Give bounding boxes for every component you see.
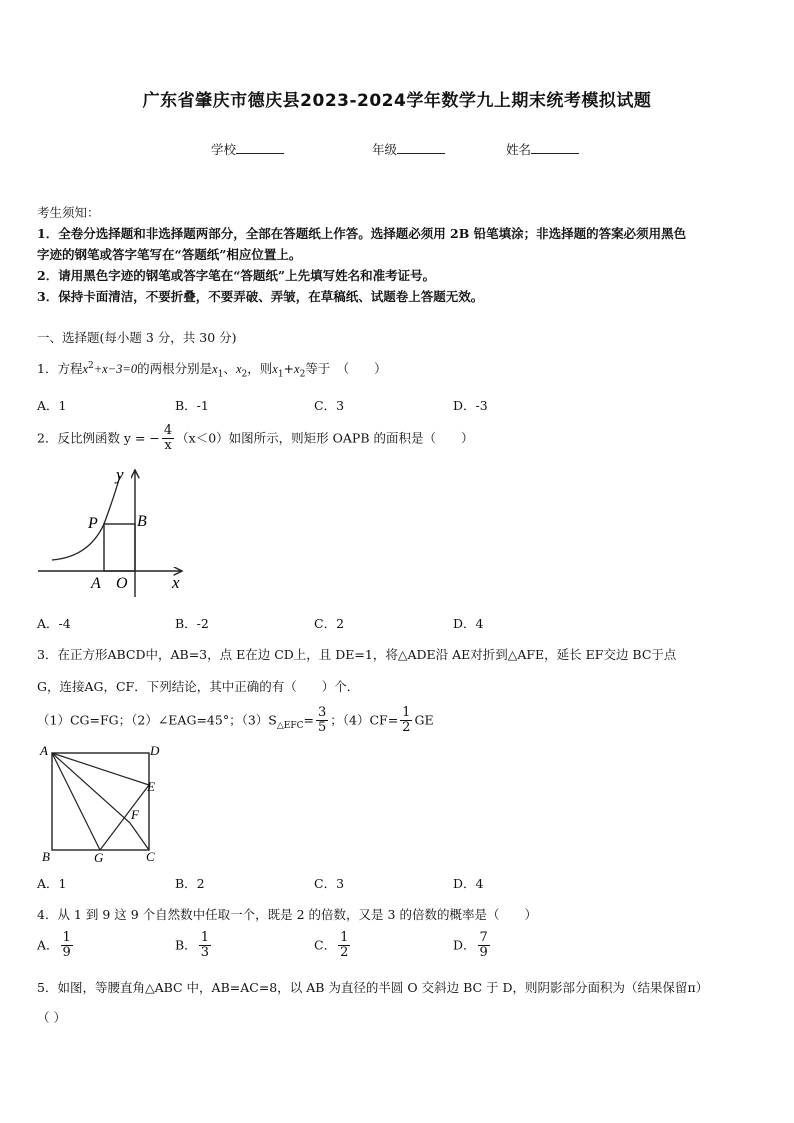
q3-c4-suffix: GE — [414, 712, 434, 728]
section-heading: 一、选择题(每小题 3 分，共 30 分) — [37, 330, 237, 345]
notice-item-1-cont: 字迹的钢笔或答字笔写在“答题纸”相应位置上。 — [37, 247, 302, 262]
q3-frac-num: 3 — [317, 705, 327, 720]
q2-option-d[interactable]: D．4 — [453, 616, 484, 631]
question-5-line-1: 5．如图，等腰直角△ABC 中，AB=AC=8，以 AB 为直径的半圆 O 交斜边 BC 于 D，则阴影部分面积为（结果保留π） — [37, 980, 709, 995]
q4-option-c-fraction — [338, 931, 350, 961]
q1-plus: + — [283, 361, 295, 376]
school-label: 学校 — [211, 142, 237, 157]
q2-option-a[interactable]: A．-4 — [37, 616, 71, 631]
q4-option-a-label: A． — [37, 937, 59, 953]
q2-label-o: O — [116, 575, 128, 592]
grade-field — [372, 140, 445, 158]
q1-x2-sub: 2 — [241, 369, 248, 380]
question-1 — [37, 359, 387, 380]
q3-c4-num: 1 — [402, 705, 411, 720]
school-blank[interactable] — [236, 141, 284, 154]
q1-eq-rest: +x−3=0 — [93, 362, 138, 376]
q4-option-b[interactable] — [175, 931, 213, 961]
q4-a-den: 9 — [62, 945, 71, 961]
q2-suffix: （x＜0）如图所示，则矩形 OAPB 的面积是（ ） — [176, 430, 474, 446]
q3-option-c[interactable]: C．3 — [314, 876, 345, 891]
notice-heading: 考生须知： — [37, 205, 100, 220]
name-blank[interactable] — [531, 141, 579, 154]
q3-label-b: B — [42, 849, 50, 864]
q1-sep: 、 — [223, 361, 236, 376]
q2-label-p: P — [88, 515, 98, 532]
q2-frac-num: 4 — [163, 423, 173, 438]
q2-fraction — [162, 424, 174, 454]
question-5-line-2: （ ） — [37, 1010, 66, 1025]
q2-frac-den: x — [164, 438, 172, 454]
q1-option-c[interactable]: C．3 — [314, 398, 345, 413]
q4-option-b-fraction — [199, 931, 211, 961]
q3-fraction-cf — [400, 706, 412, 736]
question-3-line-2: G，连接AG，CF．下列结论，其中正确的有（ ）个． — [37, 679, 360, 694]
question-3-conclusions — [37, 706, 434, 736]
question-2 — [37, 424, 474, 454]
notice-item-2: 2．请用黑色字迹的钢笔或答字笔在“答题纸”上先填写姓名和准考证号。 — [37, 268, 436, 283]
q2-rectangle-oapb — [104, 524, 135, 571]
q4-option-a[interactable] — [37, 931, 75, 961]
q3-label-a: A — [40, 743, 48, 758]
notice-item-1: 1．全卷分选择题和非选择题两部分，全部在答题纸上作答。选择题必须用 2B 铅笔填涂；非选择题的答案必须用黑色 — [37, 226, 687, 241]
q4-option-d[interactable] — [453, 931, 492, 961]
q4-option-d-label: D． — [453, 937, 476, 953]
q2-prefix: 2．反比例函数 y = − — [37, 430, 160, 446]
q1-option-d[interactable]: D．-3 — [453, 398, 488, 413]
q2-figure — [34, 462, 199, 602]
q1-x1: x — [212, 362, 218, 376]
q1-eq-sup: 2 — [88, 360, 94, 371]
q1-tail: 等于 （ ） — [305, 361, 387, 376]
notice-item-3: 3．保持卡面清洁，不要折叠，不要弄破、弄皱，在草稿纸、试题卷上答题无效。 — [37, 289, 484, 304]
q2-option-c[interactable]: C．2 — [314, 616, 345, 631]
q3-conclusion-text: （1）CG=FG；（2）∠EAG=45°；（3）S — [37, 712, 277, 728]
q4-option-c-label: C． — [314, 937, 337, 953]
grade-label: 年级 — [372, 142, 398, 157]
q3-option-b[interactable]: B．2 — [175, 876, 205, 891]
q4-d-den: 9 — [479, 945, 488, 961]
q4-option-d-fraction — [478, 931, 490, 961]
q4-b-num: 1 — [200, 930, 209, 945]
q2-option-b[interactable]: B．-2 — [175, 616, 209, 631]
q3-figure — [36, 741, 166, 866]
q1-option-a[interactable]: A．1 — [37, 398, 67, 413]
q4-option-c[interactable] — [314, 931, 352, 961]
q1-s2-sub: 2 — [299, 369, 306, 380]
name-label: 姓名 — [506, 142, 532, 157]
q3-label-g: G — [94, 850, 104, 865]
name-field — [506, 140, 579, 158]
q4-option-a-fraction — [61, 931, 73, 961]
q4-c-den: 2 — [340, 945, 349, 961]
q3-fraction-area — [316, 706, 328, 736]
q1-x2: x — [235, 362, 242, 376]
q4-option-b-label: B． — [175, 937, 197, 953]
q3-label-e: E — [147, 779, 155, 794]
q4-b-den: 3 — [200, 945, 209, 961]
q2-hyperbola-curve — [52, 476, 120, 560]
q3-label-c: C — [146, 849, 155, 864]
q2-label-b: B — [137, 513, 147, 530]
question-4: 4．从 1 到 9 这 9 个自然数中任取一个，既是 2 的倍数，又是 3 的倍数的概率是（ ） — [37, 907, 537, 922]
school-field — [211, 140, 284, 158]
q2-label-a: A — [91, 575, 101, 592]
q1-then: ，则 — [247, 361, 273, 376]
q3-segment-af — [52, 753, 130, 823]
q1-s1-sub: 1 — [277, 369, 284, 380]
q2-label-x: x — [172, 573, 180, 592]
q3-label-d: D — [150, 743, 160, 758]
q3-option-a[interactable]: A．1 — [37, 876, 67, 891]
q3-square-abcd — [52, 753, 149, 850]
q3-c4-prefix: ；（4）CF= — [330, 712, 399, 728]
q3-label-f: F — [131, 807, 139, 822]
q4-c-num: 1 — [340, 930, 349, 945]
q3-segment-ae — [52, 753, 149, 785]
q4-d-num: 7 — [479, 930, 488, 945]
q3-option-d[interactable]: D．4 — [453, 876, 484, 891]
q3-area-sub: △EFC — [276, 720, 304, 731]
q1-option-b[interactable]: B．-1 — [175, 398, 209, 413]
q1-x1-sub: 1 — [217, 369, 224, 380]
page-title: 广东省肇庆市德庆县2023-2024学年数学九上期末统考模拟试题 — [142, 91, 652, 111]
q3-segment-ag — [52, 753, 100, 850]
q3-equals: = — [303, 712, 314, 728]
q1-eq-x: x — [82, 362, 89, 376]
question-3-line-1: 3．在正方形ABCD中，AB=3，点 E在边 CD上，且 DE=1，将△ADE沿 AE对折到△AFE，延长 EF交边 BC于点 — [37, 647, 677, 662]
q3-frac-den: 5 — [317, 720, 327, 736]
q3-c4-den: 2 — [402, 720, 411, 736]
q2-label-y: y — [116, 465, 124, 484]
q3-segment-fc — [130, 823, 149, 850]
q4-a-num: 1 — [62, 930, 71, 945]
q1-mid: 的两根分别是 — [137, 361, 213, 376]
grade-blank[interactable] — [397, 141, 445, 154]
q1-s1: x — [272, 362, 278, 376]
q1-s2: x — [294, 362, 300, 376]
q1-number: 1．方程 — [37, 361, 83, 376]
